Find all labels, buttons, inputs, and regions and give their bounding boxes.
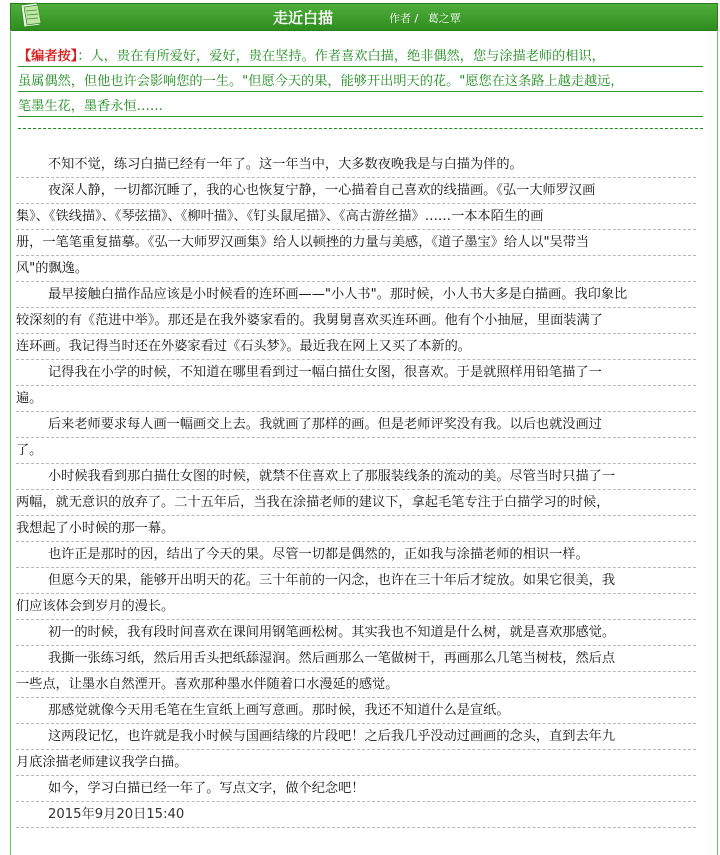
text-line: 集》、《铁线描》、《琴弦描》、《柳叶描》、《钉头鼠尾描》、《高古游丝描》……一本本陌生的画 [16, 204, 696, 230]
text-line: 这两段记忆，也许就是我小时候与国画结缘的片段吧！之后我几乎没动过画画的念头，直到去年九 [16, 724, 696, 750]
editor-note-line: 【编者按】：人，贵在有所爱好，爱好，贵在坚持。作者喜欢白描，绝非偶然，您与涂描老师的相识， [18, 44, 703, 69]
text-line: 最早接触白描作品应该是小时候看的连环画——"小人书"。那时候，小人书大多是白描画。我印象比 [16, 282, 696, 308]
text-line: 夜深人静，一切都沉睡了，我的心也恢复宁静，一心描着自己喜欢的线描画。《弘一大师罗汉画 [16, 178, 696, 204]
author-label: 作者 / [389, 12, 419, 25]
article-body [16, 152, 696, 828]
text-line: 后来老师要求每人画一幅画交上去。我就画了那样的画。但是老师评奖没有我。以后也就没画过 [16, 412, 696, 438]
text-line: 两幅，就无意识的放弃了。二十五年后，当我在涂描老师的建议下，拿起毛笔专注于白描学习的时候， [16, 490, 696, 516]
text-line: 不知不觉，练习白描已经有一年了。这一年当中，大多数夜晚我是与白描为伴的。 [16, 152, 696, 178]
text-line: 较深刻的有《范进中举》。那还是在我外婆家看的。我舅舅喜欢买连环画。他有个小抽屉，里面装满了 [16, 308, 696, 334]
article-date: 2015年9月20日15:40 [16, 802, 696, 828]
text-line: 那感觉就像今天用毛笔在生宣纸上画写意画。那时候，我还不知道什么是宣纸。 [16, 698, 696, 724]
text-line: 遍。 [16, 386, 696, 412]
text-line: 一些点，让墨水自然湮开。喜欢那种墨水伴随着口水漫延的感觉。 [16, 672, 696, 698]
text-line: 们应该体会到岁月的漫长。 [16, 594, 696, 620]
text-line: 如今，学习白描已经一年了。写点文字，做个纪念吧！ [16, 776, 696, 802]
text-line: 册，一笔笔重复描摹。《弘一大师罗汉画集》给人以顿挫的力量与美感，《道子墨宝》给人以"吴带当 [16, 230, 696, 256]
text-line: 了。 [16, 438, 696, 464]
article-title: 走近白描 [273, 9, 334, 27]
text-line: 也许正是那时的因，结出了今天的果。尽管一切都是偶然的，正如我与涂描老师的相识一样。 [16, 542, 696, 568]
text-line: 连环画。我记得当时还在外婆家看过《石头梦》。最近我在网上又买了本新的。 [16, 334, 696, 360]
note-divider [18, 128, 703, 129]
editor-note [18, 44, 703, 119]
text-line: 记得我在小学的时候，不知道在哪里看到过一幅白描仕女图，很喜欢。于是就照样用铅笔描了一 [16, 360, 696, 386]
text-line: 但愿今天的果，能够开出明天的花。三十年前的一闪念，也许在三十年后才绽放。如果它很美，我 [16, 568, 696, 594]
author-name: 葛之覃 [427, 12, 461, 25]
text-line: 风"的飘逸。 [16, 256, 696, 282]
author-line [389, 10, 461, 26]
editor-note-line: 虽属偶然，但他也许会影响您的一生。"但愿今天的果，能够开出明天的花。"愿您在这条路上越走越远， [18, 69, 703, 94]
text-line: 我撕一张练习纸，然后用舌头把纸舔湿润。然后画那么一笔做树干，再画那么几笔当树枝，然后点 [16, 646, 696, 672]
text-line: 初一的时候，我有段时间喜欢在课间用钢笔画松树。其实我也不知道是什么树，就是喜欢那感觉。 [16, 620, 696, 646]
editor-note-line: 笔墨生花，墨香永恒…… [18, 94, 703, 119]
text-line: 月底涂描老师建议我学白描。 [16, 750, 696, 776]
text-line: 小时候我看到那白描仕女图的时候，就禁不住喜欢上了那服装线条的流动的美。尽管当时只描了一 [16, 464, 696, 490]
article-header [10, 3, 718, 31]
text-line: 我想起了小时候的那一幕。 [16, 516, 696, 542]
document-icon [17, 1, 43, 29]
editor-note-label: 【编者按】 [18, 49, 78, 64]
